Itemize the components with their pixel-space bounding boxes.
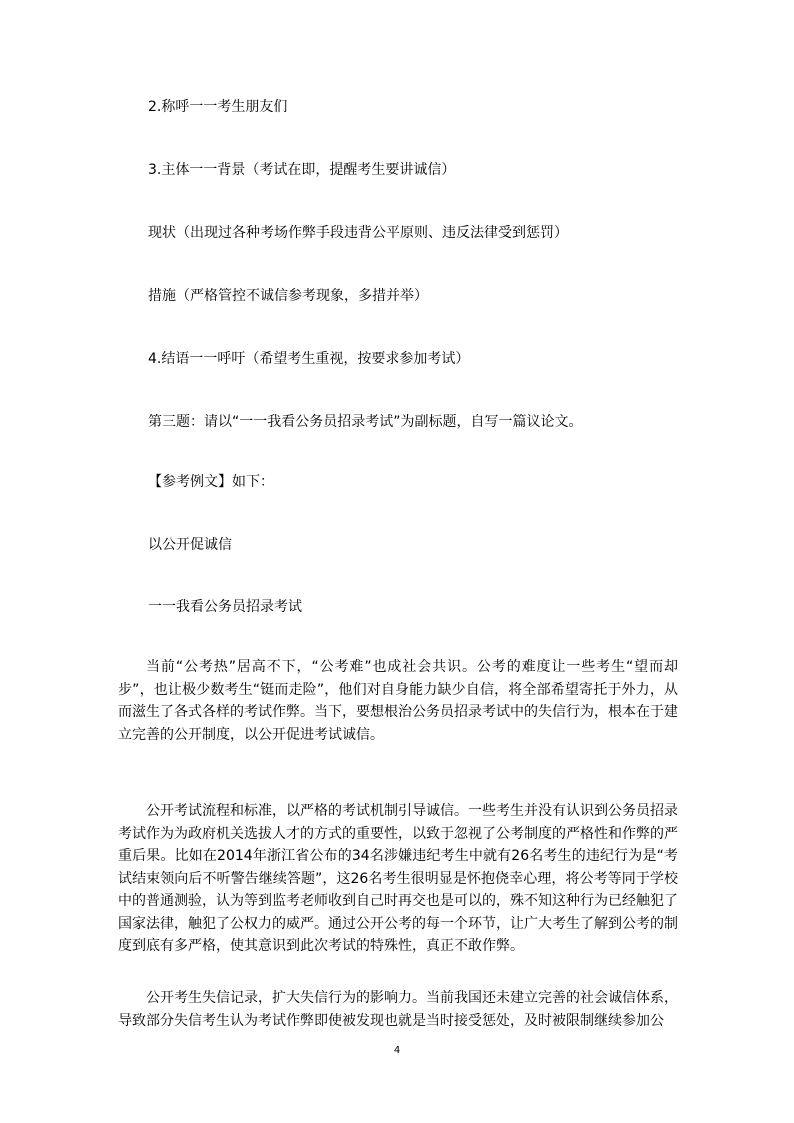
essay-paragraph-procedures: 公开考试流程和标准，以严格的考试机制引导诚信。一些考生并没有认识到公务员招录考试作为为政府机关选拔人才的方式的重要性，以致于忽视了公考制度的严格性和作弊的严重后果。比如在2014年浙江省公布的34名涉嫌违纪考生中就有26名考生的违纪行为是“考试结束领向后不听警告继续答题”，这26名考生很明显是怀抱侥幸心理，将公考等同于学校中的普通测验，认为等到监考老师收到自己时再交也是可以的，殊不知这种行为已经触犯了国家法律，触犯了公权力的威严。通过公开公考的每一个环节，让广大考生了解到公考的制度到底有多严格，使其意识到此次考试的特殊性，真正不敢作弊。 <box>118 803 678 954</box>
outline-conclusion: 4.结语一一呼吁（希望考生重视，按要求参加考试） <box>148 351 470 367</box>
essay-paragraph-records: 公开考生失信记录，扩大失信行为的影响力。当前我国还未建立完善的社会诚信体系，导致部分失信考生认为考试作弊即使被发现也就是当时接受惩处，及时被限制继续参加公 <box>118 990 678 1029</box>
essay-title: 以公开促诚信 <box>148 537 232 553</box>
outline-body-background: 3.主体一一背景（考试在即，提醒考生要讲诚信） <box>148 162 456 178</box>
essay-paragraph-intro: 当前“公考热”居高不下，“公考难”也成社会共识。公考的难度让一些考生“望而却步”，也让极少数考生“铤而走险”，他们对自身能力缺少自信，将全部希望寄托于外力，从而滋生了各式各样的考试作弊。当下，要想根治公务员招录考试中的失信行为，根本在于建立完善的公开制度，以公开促进考试诚信。 <box>118 659 678 743</box>
reference-essay-heading: 【参考例文】如下： <box>148 474 274 490</box>
outline-body-status: 现状（出现过各种考场作弊手段违背公平原则、违反法律受到惩罚） <box>148 225 568 241</box>
page-number: 4 <box>393 1045 401 1056</box>
essay-subtitle: 一一我看公务员招录考试 <box>148 599 302 615</box>
outline-body-measures: 措施（严格管控不诚信参考现象，多措并举） <box>148 288 428 304</box>
outline-salutation: 2.称呼一一考生朋友们 <box>148 99 288 115</box>
question-three: 第三题：请以“一一我看公务员招录考试”为副标题，自写一篇议论文。 <box>148 414 583 430</box>
